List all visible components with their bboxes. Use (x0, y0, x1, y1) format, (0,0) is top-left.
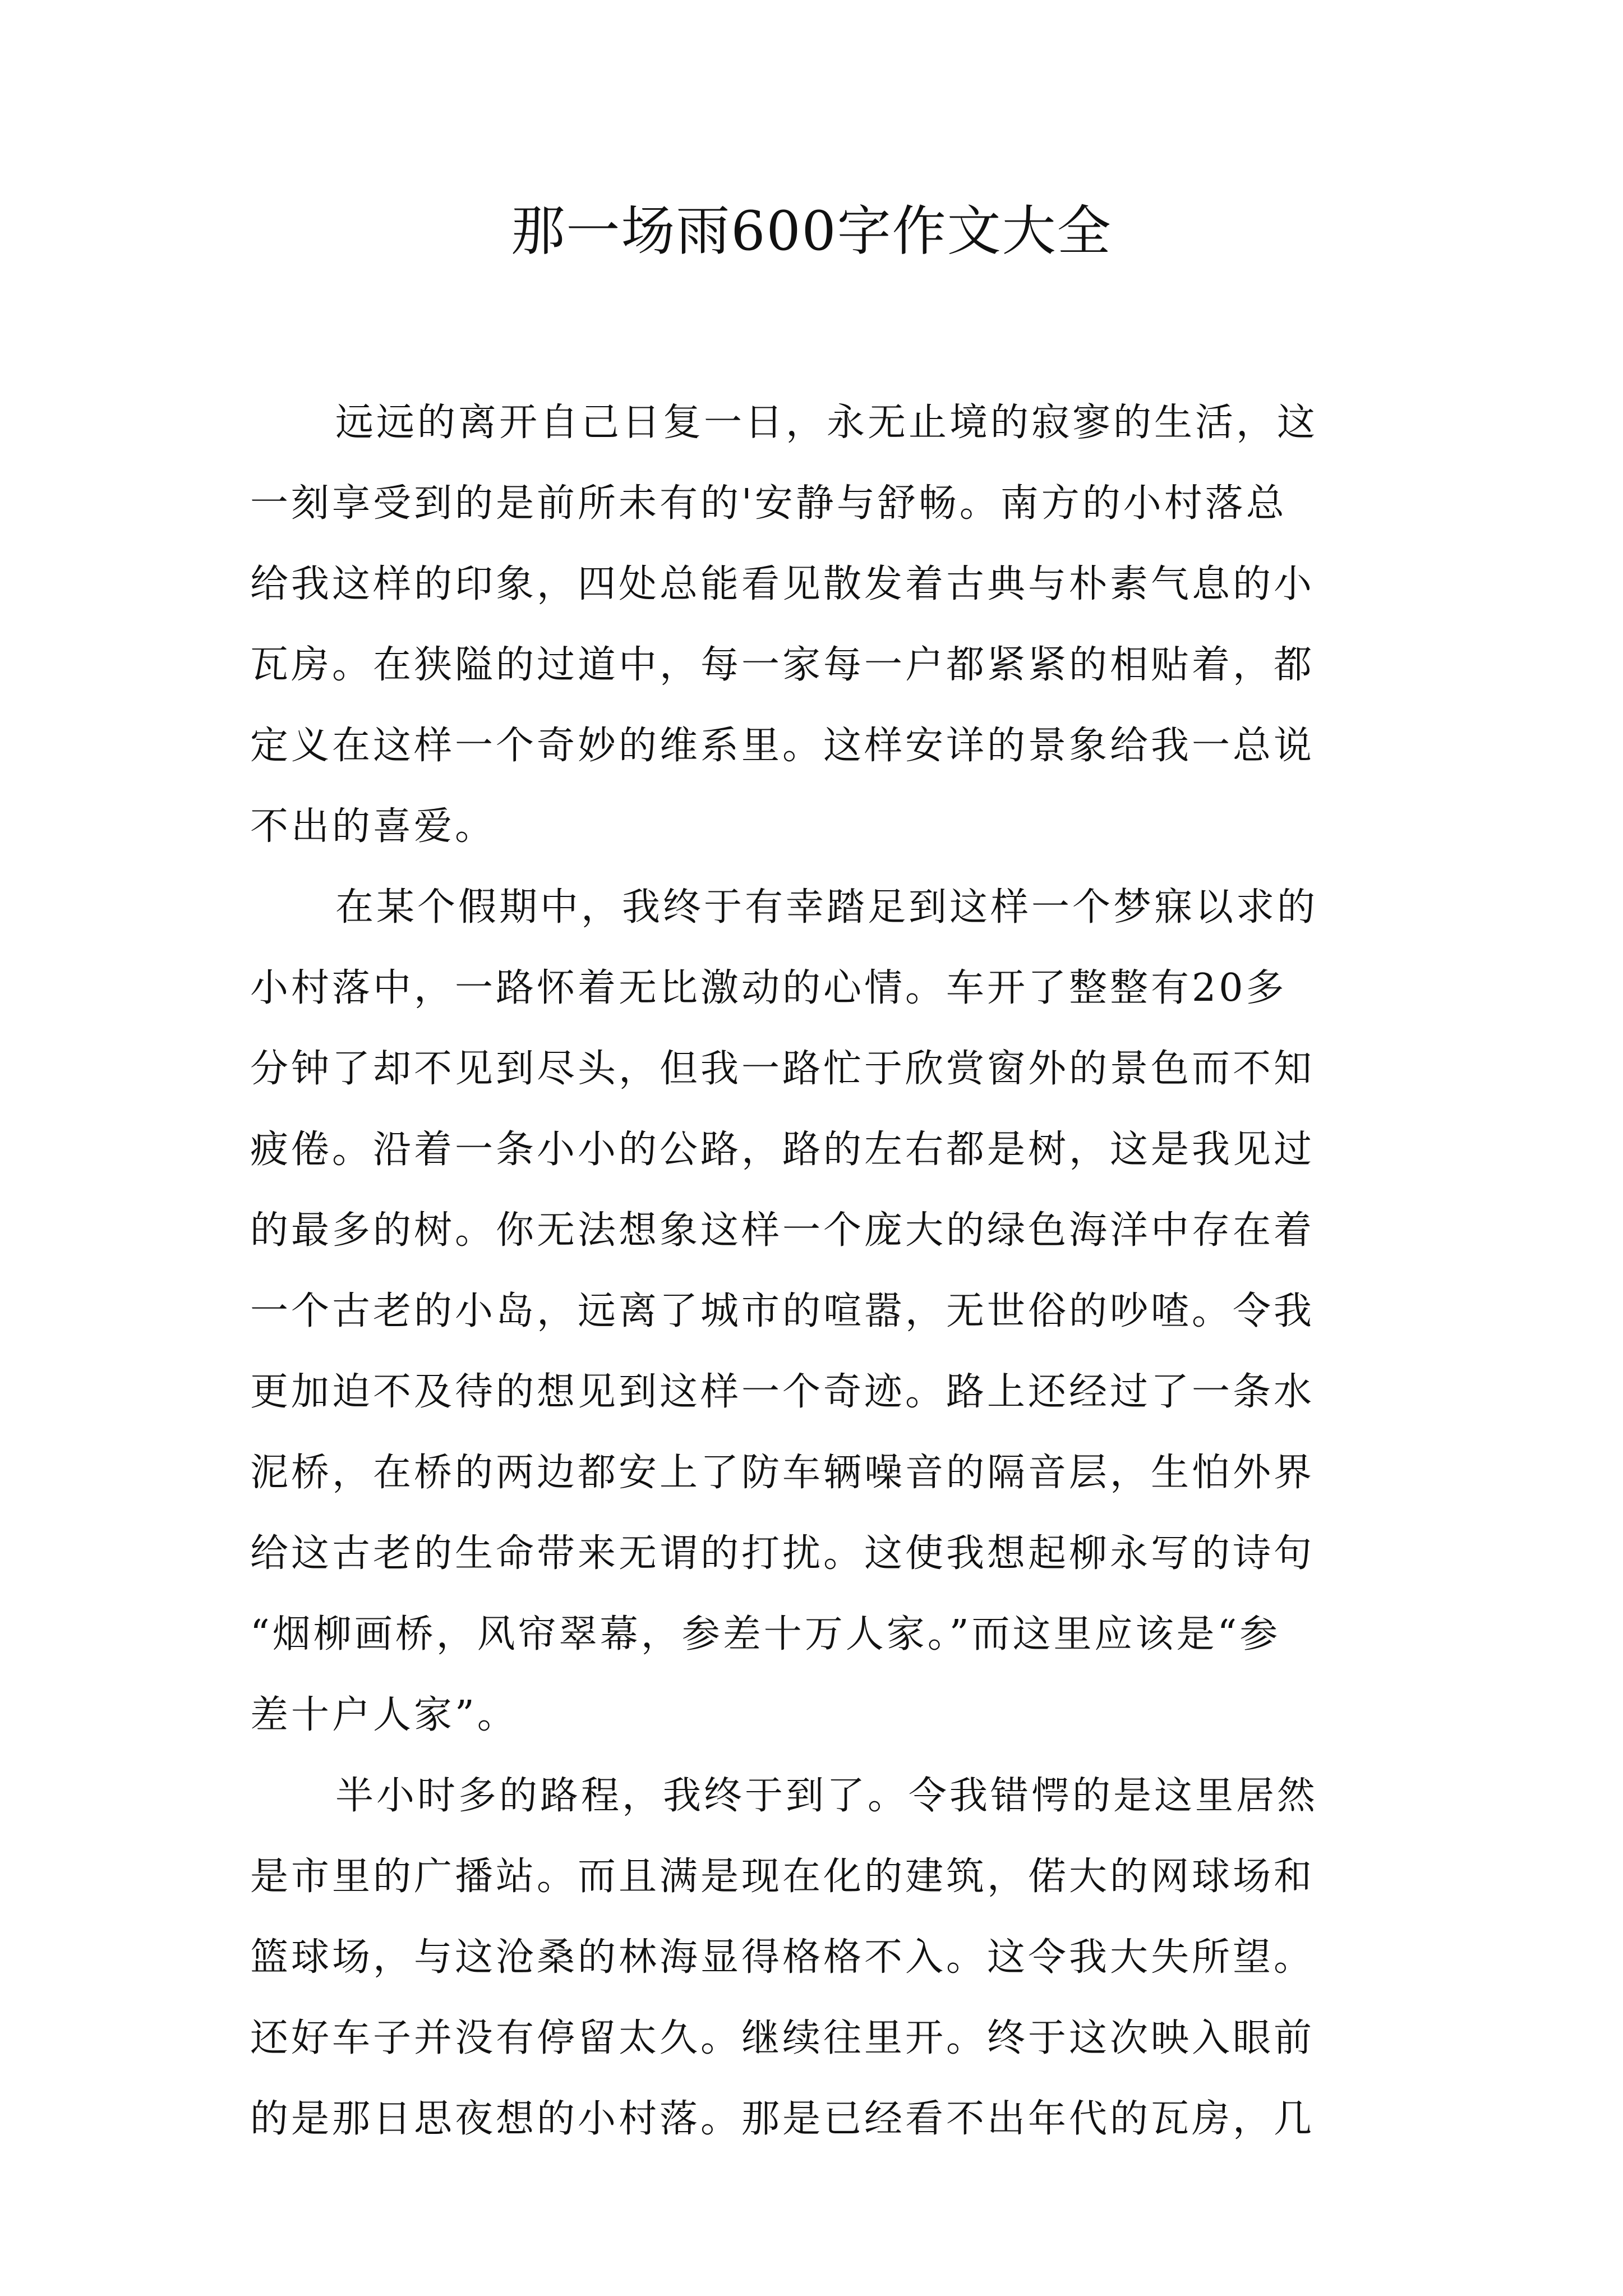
paragraph-1-line-3: 给我这样的印象，四处总能看见散发着古典与朴素气息的小 (250, 562, 1315, 606)
paragraph-2-line-7: 更加迫不及待的想见到这样一个奇迹。路上还经过了一条水 (250, 1370, 1315, 1414)
paragraph-1-line-6: 不出的喜爱。 (250, 804, 496, 849)
paragraph-3-line-3: 篮球场，与这沧桑的林海显得格格不入。这令我大失所望。 (250, 1935, 1315, 1980)
paragraph-2-line-1: 在某个假期中，我终于有幸踏足到这样一个梦寐以求的 (335, 885, 1318, 930)
paragraph-2-line-10: “烟柳画桥，风帘翠幕，参差十万人家。”而这里应该是“参 (250, 1612, 1281, 1657)
paragraph-3-line-4: 还好车子并没有停留太久。继续往里开。终于这次映入眼前 (250, 2016, 1315, 2060)
paragraph-1-line-2: 一刻享受到的是前所未有的'安静与舒畅。南方的小村落总 (250, 481, 1287, 526)
paragraph-1-line-5: 定义在这样一个奇妙的维系里。这样安详的景象给我一总说 (250, 724, 1315, 768)
paragraph-2-line-9: 给这古老的生命带来无谓的打扰。这使我想起柳永写的诗句 (250, 1531, 1315, 1576)
paragraph-2-line-5: 的最多的树。你无法想象这样一个庞大的绿色海洋中存在着 (250, 1208, 1315, 1253)
paragraph-3-line-5: 的是那日思夜想的小村落。那是已经看不出年代的瓦房，几 (250, 2097, 1315, 2141)
paragraph-2-line-4: 疲倦。沿着一条小小的公路，路的左右都是树，这是我见过 (250, 1128, 1315, 1172)
paragraph-2-line-6: 一个古老的小岛，远离了城市的喧嚣，无世俗的吵喳。令我 (250, 1289, 1315, 1333)
paragraph-2-line-2: 小村落中，一路怀着无比激动的心情。车开了整整有20多 (250, 966, 1287, 1010)
paragraph-2-line-11: 差十户人家”。 (250, 1693, 518, 1737)
document-title: 那一场雨600字作文大全 (511, 200, 1112, 263)
document-body (250, 383, 1383, 2160)
paragraph-3-line-1: 半小时多的路程，我终于到了。令我错愕的是这里居然 (335, 1774, 1318, 1818)
paragraph-1-line-1: 远远的离开自己日复一日，永无止境的寂寥的生活，这 (335, 401, 1318, 445)
paragraph-1-line-4: 瓦房。在狭隘的过道中，每一家每一户都紧紧的相贴着，都 (250, 643, 1315, 687)
paragraph-3-line-2: 是市里的广播站。而且满是现在化的建筑，偌大的网球场和 (250, 1855, 1315, 1899)
paragraph-2-line-3: 分钟了却不见到尽头，但我一路忙于欣赏窗外的景色而不知 (250, 1047, 1315, 1091)
paragraph-2-line-8: 泥桥，在桥的两边都安上了防车辆噪音的隔音层，生怕外界 (250, 1451, 1315, 1495)
